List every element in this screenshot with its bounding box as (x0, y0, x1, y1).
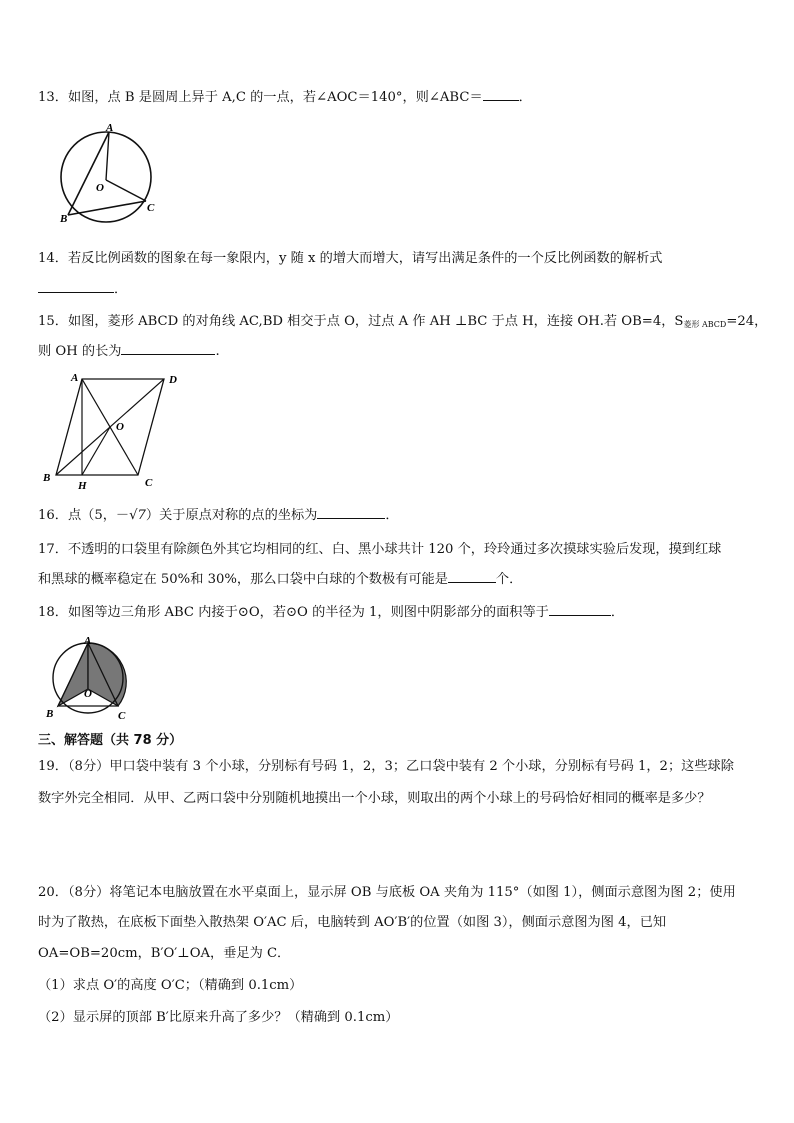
q15-text: 15．如图，菱形 ABCD 的对角线 AC,BD 相交于点 O，过点 A 作 AH ⊥BC 于点 H，连接 OH.若 OB=4，S菱形 ABCD=24， (38, 314, 768, 329)
label-A: A (71, 372, 79, 384)
q14-text: 14．若反比例函数的图象在每一象限内，y 随 x 的增大而增大，请写出满足条件的一个反比例函数的解析式 (38, 251, 663, 266)
q18-figure (40, 633, 135, 723)
label-C: C (145, 477, 153, 489)
label-O: O (84, 688, 92, 700)
q20-line3: OA=OB=20cm，B′O′⊥OA，垂足为 C． (38, 946, 291, 961)
label-H: H (78, 480, 87, 492)
q20-line1: 20．（8分）将笔记本电脑放置在水平桌面上，显示屏 OB 与底板 OA 夹角为 115°（如图 1），侧面示意图为图 2；使用 (38, 885, 736, 900)
q13-figure (50, 122, 165, 230)
q20-sub2: （2）显示屏的顶部 B′比原来升高了多少？（精确到 0.1cm） (38, 1010, 399, 1025)
label-B: B (43, 472, 51, 484)
label-O: O (116, 421, 124, 433)
shaded-region-right (88, 643, 126, 706)
q13-text: 13．如图，点 B 是圆周上异于 A,C 的一点，若∠AOC＝140°，则∠ABC＝ ． (38, 90, 532, 105)
q20-line2: 时为了散热，在底板下面垫入散热架 O′AC 后，电脑转到 AO′B′的位置（如图 3），侧面示意图为图 4，已知 (38, 915, 667, 930)
q17-line2: 和黑球的概率稳定在 50%和 30%，那么口袋中白球的个数极有可能是 个． (38, 572, 523, 587)
answer-blank[interactable] (121, 342, 215, 355)
label-B: B (60, 213, 68, 225)
q20-sub1: （1）求点 O′的高度 O′C；（精确到 0.1cm） (38, 978, 303, 993)
q14-answer-line: ． (38, 280, 127, 299)
answer-blank[interactable] (483, 88, 519, 101)
segment-OH (82, 427, 110, 475)
answer-blank[interactable] (38, 280, 114, 293)
label-B: B (46, 708, 54, 720)
q19-line2: 数字外完全相同．从甲、乙两口袋中分别随机地摸出一个小球，则取出的两个小球上的号码恰好相同的概率是多少？ (38, 791, 711, 806)
sqrt-seven: √7 (129, 508, 146, 523)
label-C: C (147, 202, 155, 214)
segment-OA (106, 132, 109, 180)
q15-line2: 则 OH 的长为 . (38, 344, 220, 359)
segment-OC (106, 180, 146, 201)
q17-line1: 17．不透明的口袋里有除颜色外其它均相同的红、白、黑小球共计 120 个，玲玲通过多次摸球实验后发现，摸到红球 (38, 542, 722, 557)
label-A: A (106, 122, 114, 134)
section-heading: 三、解答题（共 78 分） (38, 733, 183, 748)
answer-blank[interactable] (317, 506, 385, 519)
q16-text: 16．点（5，－√7）关于原点对称的点的坐标为 ． (38, 508, 399, 523)
answer-blank[interactable] (448, 570, 496, 583)
q19-line1: 19．（8分）甲口袋中装有 3 个小球，分别标有号码 1，2，3；乙口袋中装有 2 个小球，分别标有号码 1，2；这些球除 (38, 759, 734, 774)
answer-blank[interactable] (549, 603, 611, 616)
label-O: O (96, 182, 104, 194)
label-D: D (169, 374, 177, 386)
q15-figure (38, 368, 198, 493)
q18-text: 18．如图等边三角形 ABC 内接于⊙O，若⊙O 的半径为 1，则图中阴影部分的面积等于 ． (38, 605, 625, 620)
label-C: C (118, 710, 126, 722)
label-A: A (84, 635, 92, 647)
